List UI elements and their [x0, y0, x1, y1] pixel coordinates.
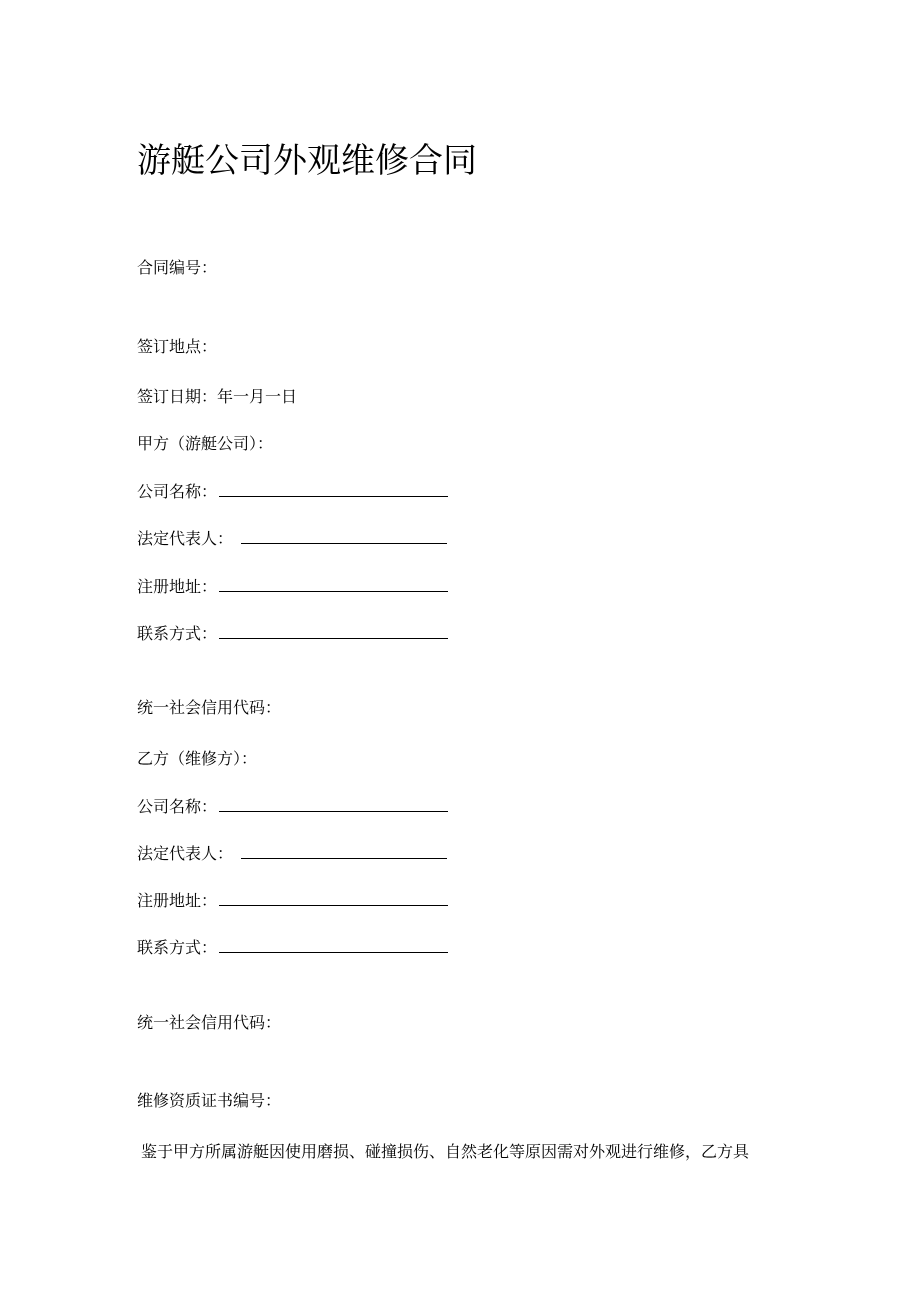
party-a-company-name-row: [137, 480, 448, 504]
party-b-company-name-blank[interactable]: [219, 797, 448, 812]
party-b-contact-label: 联系方式：: [137, 938, 218, 957]
signing-place-label: 签订地点：: [137, 337, 218, 356]
party-b-legal-rep-label: 法定代表人：: [137, 844, 234, 863]
document-title: 游艇公司外观维修合同: [137, 141, 477, 181]
party-b-heading: 乙方（维修方）：: [137, 749, 258, 768]
intro-paragraph: 鉴于甲方所属游艇因使用磨损、碰撞损伤、自然老化等原因需对外观进行维修，乙方具: [141, 1142, 750, 1161]
party-a-credit-code-label: 统一社会信用代码：: [137, 698, 282, 717]
contract-number-label: 合同编号：: [137, 258, 218, 277]
party-b-cert-number-label: 维修资质证书编号：: [137, 1091, 282, 1110]
party-b-company-name-label: 公司名称：: [137, 797, 218, 816]
party-b-legal-rep-blank[interactable]: [241, 844, 447, 859]
signing-date-label: 签订日期：年一月一日: [137, 387, 298, 406]
party-b-company-name-row: [137, 795, 448, 819]
party-a-company-name-label: 公司名称：: [137, 482, 218, 501]
party-a-company-name-blank[interactable]: [219, 482, 448, 497]
party-a-contact-label: 联系方式：: [137, 624, 218, 643]
party-a-heading: 甲方（游艇公司）：: [137, 434, 274, 453]
party-b-contact-blank[interactable]: [219, 938, 448, 953]
party-b-legal-rep-row: [137, 842, 447, 866]
party-a-address-label: 注册地址：: [137, 577, 218, 596]
party-b-contact-row: [137, 936, 448, 960]
party-a-contact-blank[interactable]: [219, 624, 448, 639]
party-b-credit-code-label: 统一社会信用代码：: [137, 1013, 282, 1032]
party-a-legal-rep-blank[interactable]: [241, 529, 447, 544]
party-a-contact-row: [137, 622, 448, 646]
party-a-address-blank[interactable]: [219, 577, 448, 592]
party-b-address-blank[interactable]: [219, 891, 448, 906]
party-a-address-row: [137, 575, 448, 599]
party-a-legal-rep-label: 法定代表人：: [137, 529, 234, 548]
party-b-address-label: 注册地址：: [137, 891, 218, 910]
party-a-legal-rep-row: [137, 527, 447, 551]
party-b-address-row: [137, 889, 448, 913]
